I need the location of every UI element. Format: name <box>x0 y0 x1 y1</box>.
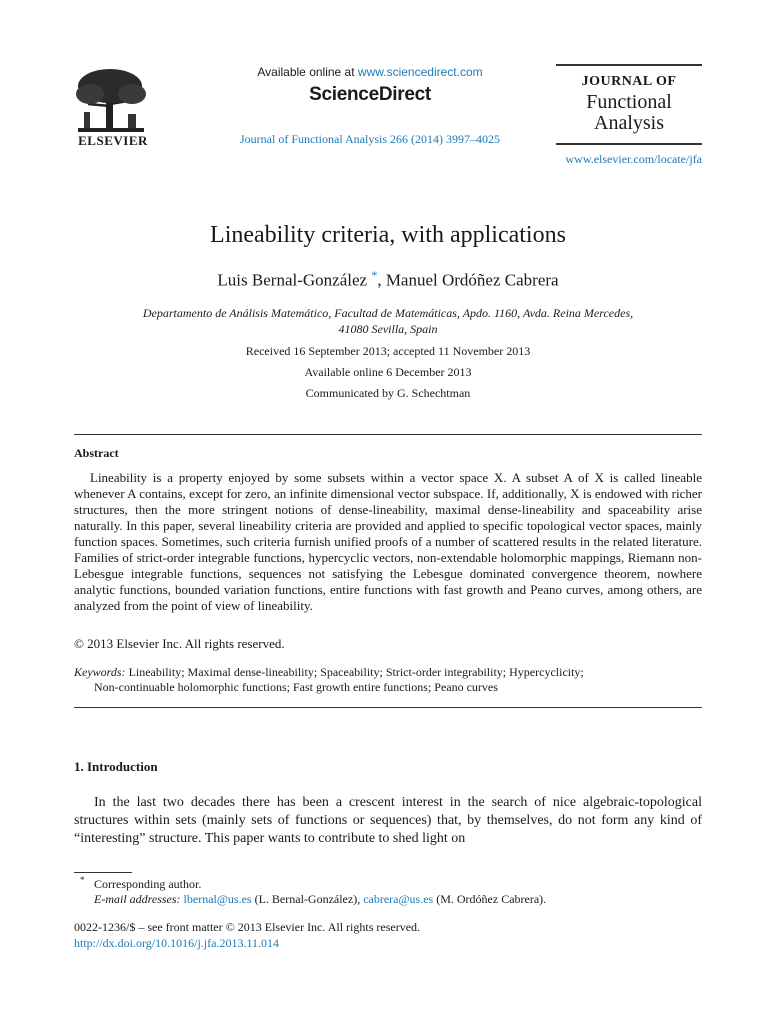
communicated-by: Communicated by G. Schechtman <box>305 386 471 400</box>
paper-title: Lineability criteria, with applications <box>210 222 566 248</box>
author-separator: , <box>377 270 386 290</box>
keywords-line-1 <box>74 664 702 680</box>
footnote-corresponding: Corresponding author. <box>94 877 202 891</box>
journal-logo <box>556 64 702 145</box>
affiliation-line-2: 41080 Sevilla, Spain <box>338 322 438 336</box>
authors-line <box>74 268 702 291</box>
journal-logo-line3: Analysis <box>594 112 664 134</box>
doi-link[interactable]: http://dx.doi.org/10.1016/j.jfa.2013.11.014 <box>74 936 279 950</box>
journal-url-link[interactable]: www.elsevier.com/locate/jfa <box>565 152 702 166</box>
abstract-heading: Abstract <box>74 446 119 460</box>
journal-reference[interactable]: Journal of Functional Analysis 266 (2014) 3997–4025 <box>240 132 500 146</box>
email-link-2[interactable]: cabrera@us.es <box>363 892 434 906</box>
received-dates: Received 16 September 2013; accepted 11 November 2013 <box>245 344 531 358</box>
abstract-copyright: © 2013 Elsevier Inc. All rights reserved. <box>74 636 285 651</box>
abstract-text: Lineability is a property enjoyed by some subsets within a vector space X. A subset A of X is called lineable whenever A contains, except for zero, an infinite dimensional vector subspace. If, additionally, X is endowed with richer structures, then the more stringent notions of dense-lineability, maximal dense-lineability and spaceability arise naturally. In this paper, several lineability criteria are provided and applied to specific topological vector spaces, mainly function spaces. Sometimes, such criteria furnish unified proofs of a number of scattered results in the related literature. Families of strict-order integrable functions, hypercyclic vectors, non-extendable holomorphic mappings, Riemann non-Lebesgue integrable functions, sequences not satisfying the Lebesgue dominated convergence theorem, nowhere analytic functions, bounded variation functions, entire functions with fast growth and Peano curves, among others, are analyzed from the point of view of lineability. <box>74 470 702 613</box>
section-heading-introduction: 1. Introduction <box>74 759 158 774</box>
sciencedirect-link[interactable]: www.sciencedirect.com <box>357 65 483 79</box>
corresponding-author-marker[interactable]: * <box>371 268 378 282</box>
issn-line: 0022-1236/$ – see front matter © 2013 Elsevier Inc. All rights reserved. <box>74 920 421 934</box>
email-link-1[interactable]: lbernal@us.es <box>183 892 252 906</box>
footnote-rule <box>74 872 132 873</box>
publisher-name: ELSEVIER <box>78 133 148 148</box>
journal-logo-line2: Functional <box>586 91 672 113</box>
keywords-list-1: Lineability; Maximal dense-lineability; Spaceability; Strict-order integrability; Hypercyclicity; <box>125 665 584 679</box>
sciencedirect-brand: ScienceDirect <box>309 84 431 105</box>
keywords-line-2: Non-continuable holomorphic functions; Fast growth entire functions; Peano curves <box>94 680 498 694</box>
email-2-name: (M. Ordóñez Cabrera). <box>433 892 547 906</box>
email-label: E-mail addresses: <box>94 892 181 906</box>
email-1-name: (L. Bernal-González), <box>251 892 364 906</box>
affiliation-line-1: Departamento de Análisis Matemático, Facultad de Matemáticas, Apdo. 1160, Avda. Reina Mercedes, <box>142 306 634 320</box>
author-1: Luis Bernal-González <box>217 270 368 290</box>
footnote-emails <box>94 892 546 907</box>
introduction-paragraph: In the last two decades there has been a crescent interest in the search of nice algebraic-topological structures within sets (mainly sets of functions or sequences) that, by themselves, do not form any kind of “interesting” structure. This paper wants to contribute to shed light on <box>74 795 702 846</box>
footnote-marker: * <box>80 875 85 885</box>
available-online-line <box>232 65 508 79</box>
abstract-bottom-rule <box>74 707 702 708</box>
available-online-prefix: Available online at <box>257 65 358 79</box>
journal-logo-line1: JOURNAL OF <box>581 74 677 89</box>
available-online-date: Available online 6 December 2013 <box>304 365 472 379</box>
keywords-label: Keywords: <box>74 665 126 679</box>
abstract-top-rule <box>74 434 702 435</box>
author-2: Manuel Ordóñez Cabrera <box>385 270 559 290</box>
